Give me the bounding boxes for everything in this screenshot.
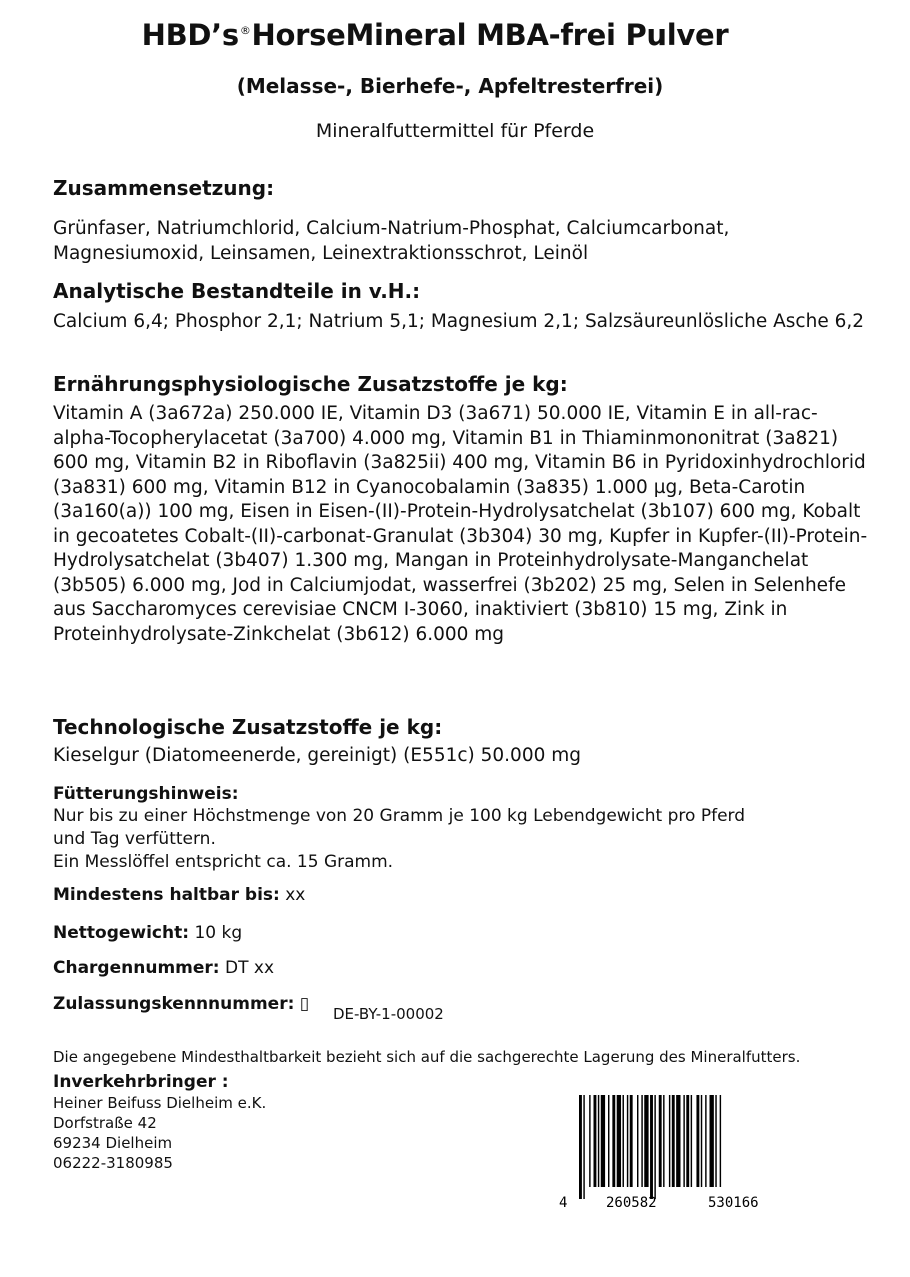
net-weight-value: 10 kg [194,923,243,943]
barcode-bar [691,1095,692,1187]
distributor-address [53,1093,266,1173]
barcode-bar [659,1095,662,1187]
nutritional-text: Vitamin A (3a672a) 250.000 IE, Vitamin D3 (3a671) 50.000 IE, Vitamin E in all-rac-alpha-Tocopherylacetat (3a700) 4.000 mg, Vitamin B1 in Thiaminmononitrat (3a821) 600 mg, Vitamin B2 in Riboflavin (3a825ii) 400 mg, Vitamin B6 in Pyridoxinhydrochlorid (3a831) 600 mg, Vitamin B12 in Cyanocobalamin (3a835) 1.000 µg, Beta-Carotin (3a160(a)) 100 mg, Eisen in Eisen-(II)-Protein-Hydrolysatchelat (3b107) 600 mg, Kobalt in gecoatetes Cobalt-(II)-carbonat-Granulat (3b304) 30 mg, Kupfer in Kupfer-(II)-Protein-Hydrolysatchelat (3b407) 1.300 mg, Mangan in Proteinhydrolysate-Manganchelat (3b505) 6.000 mg, Jod in Calciumjodat, wasserfrei (3b202) 25 mg, Selen in Selenhefe aus Saccharomyces cerevisiae CNCM I-3060, inaktiviert (3b810) 15 mg, Zink in Proteinhydrolysate-Zinkchelat (3b612) 6.000 mg [53,403,868,645]
storage-note: Die angegebene Mindesthaltbarkeit bezieht sich auf die sachgerechte Lagerung des Mineralfutters. [53,1048,801,1066]
title-prefix: HBD’s [141,18,239,52]
barcode-bar [583,1095,584,1199]
composition-heading: Zusammensetzung: [53,176,275,200]
technological-text: Kieselgur (Diatomeenerde, gereinigt) (E551c) 50.000 mg [53,745,582,766]
feeding-line-1: Nur bis zu einer Höchstmenge von 20 Gramm je 100 kg Lebendgewicht pro Pferd [53,806,746,826]
batch-value: DT xx [225,958,274,978]
barcode-bar [715,1095,716,1187]
barcode-digit-first: 4 [559,1195,568,1211]
barcode-bar [579,1095,582,1199]
best-before [53,885,305,905]
approval-label: Zulassungskennnummer: [53,994,295,1014]
barcode-bar [594,1095,597,1187]
distributor-city: 69234 Dielheim [53,1134,173,1152]
barcode-bar [669,1095,670,1187]
approval-glyph: ▯ [299,994,310,1014]
barcode-bar [601,1095,605,1187]
feeding-text [53,805,873,874]
barcode-bar [608,1095,609,1187]
barcode-bar [650,1095,653,1199]
approval-value: DE-BY-1-00002 [333,1005,444,1023]
batch-number [53,958,274,978]
composition-text: Grünfaser, Natriumchlorid, Calcium-Natrium-Phosphat, Calciumcarbonat, Magnesiumoxid, Leinsamen, Leinextraktionsschrot, Leinöl [53,218,730,264]
barcode-bar [644,1095,648,1187]
technological-heading: Technologische Zusatzstoffe je kg: [53,715,443,739]
barcode-group-left: 260582 [606,1195,657,1211]
barcode-bar [676,1095,680,1187]
barcode-bar [637,1095,638,1187]
distributor-name: Heiner Beifuss Dielheim e.K. [53,1094,267,1112]
analytics-heading: Analytische Bestandteile in v.H.: [53,279,421,303]
barcode-bars [579,1095,721,1199]
barcode-bar [696,1095,699,1187]
analytics-text: Calcium 6,4; Phosphor 2,1; Natrium 5,1; Magnesium 2,1; Salzsäureunlösliche Asche 6,2 [53,311,865,332]
title-main: HorseMineral MBA-frei Pulver [251,18,729,52]
barcode-bar [701,1095,702,1187]
barcode-bar [627,1095,628,1187]
barcode-bar [598,1095,599,1187]
barcode-bar [683,1095,684,1187]
distributor-phone: 06222-3180985 [53,1154,173,1172]
product-type: Mineralfuttermittel für Pferde [315,120,595,142]
net-weight-label: Nettogewicht: [53,923,190,943]
product-title [0,18,870,52]
barcode-bar [705,1095,706,1187]
ean-barcode [553,1089,813,1219]
barcode-bar [612,1095,615,1187]
best-before-label: Mindestens haltbar bis: [53,885,280,905]
barcode-bar [710,1095,714,1187]
product-subtitle: (Melasse-, Bierhefe-, Apfeltresterfrei) [236,74,664,98]
barcode-bar [654,1095,655,1199]
distributor-street: Dorfstraße 42 [53,1114,157,1132]
distributor-heading: Inverkehrbringer : [53,1072,229,1092]
net-weight [53,923,242,943]
barcode-group-right: 530166 [708,1195,759,1211]
nutritional-heading: Ernährungsphysiologische Zusatzstoffe je kg: [53,372,568,396]
barcode-bar [589,1095,590,1187]
feeding-heading: Fütterungshinweis: [53,784,239,804]
barcode-bar [641,1095,642,1187]
approval-number [53,994,309,1014]
barcode-bar [630,1095,633,1187]
barcode-bar [663,1095,664,1187]
batch-label: Chargennummer: [53,958,220,978]
registered-mark: ® [239,24,251,37]
barcode-bar [617,1095,621,1187]
barcode-bar [686,1095,689,1187]
barcode-bar [720,1095,721,1187]
feeding-line-2: und Tag verfüttern. [53,829,216,849]
barcode-bar [623,1095,624,1187]
barcode-bar [672,1095,675,1187]
best-before-value: xx [285,885,306,905]
feeding-line-3: Ein Messlöffel entspricht ca. 15 Gramm. [53,852,394,872]
